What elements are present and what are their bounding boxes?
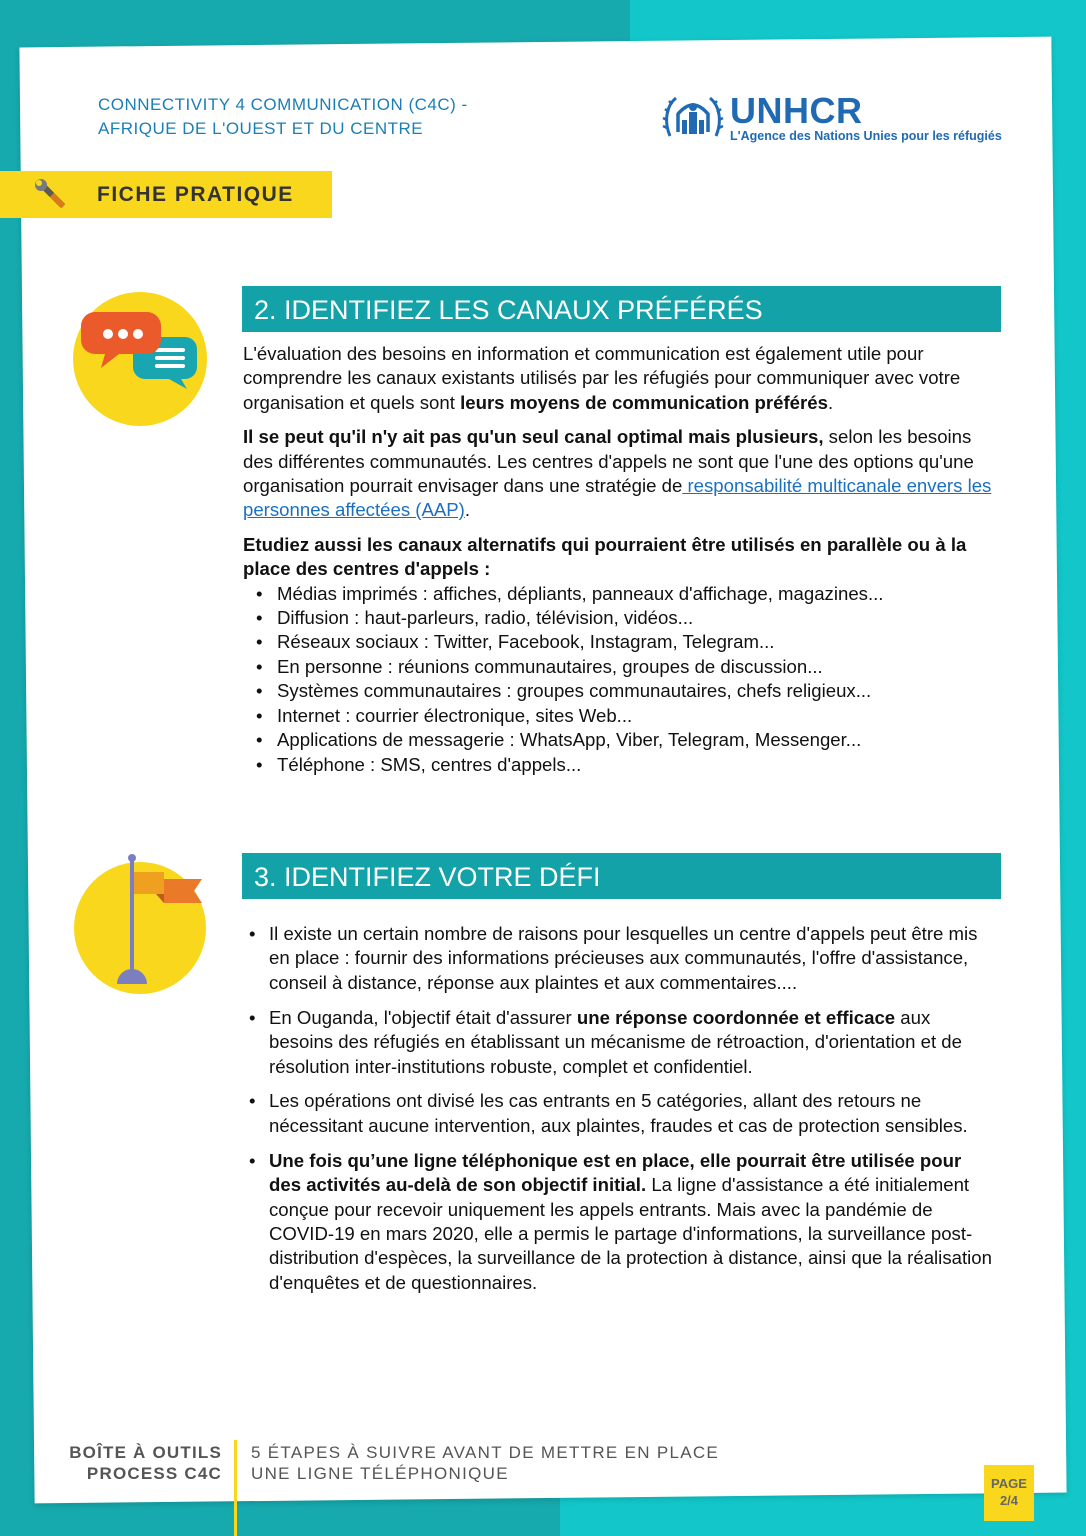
section-2-title: 2. IDENTIFIEZ LES CANAUX PRÉFÉRÉS xyxy=(242,286,1001,332)
footer-document-title xyxy=(251,1442,719,1484)
channels-list xyxy=(243,582,993,777)
section-2-paragraph-3 xyxy=(243,533,993,582)
page-label: PAGE xyxy=(991,1476,1027,1491)
logo-wordmark: UNHCR xyxy=(730,90,863,131)
page-number: 2/4 xyxy=(999,1493,1019,1508)
list-item-text: Il existe un certain nombre de raisons pour lesquelles un centre d'appels peut être mis en place : fournir des informations précieuses aux communautés, l'offre d'assistance, conseil à distance, réponse aux plaintes et aux commentaires.... xyxy=(269,923,978,993)
section-2-paragraph-1 xyxy=(243,342,993,415)
logo-subtitle: L'Agence des Nations Unies pour les réfugiés xyxy=(730,129,1002,143)
list-item: • Diffusion : haut-parleurs, radio, télévision, vidéos... xyxy=(243,606,993,630)
footer-left-line1: BOÎTE À OUTILS xyxy=(69,1443,222,1462)
footer-left-line2: PROCESS C4C xyxy=(86,1464,222,1483)
fiche-pratique-label: FICHE PRATIQUE xyxy=(97,183,294,206)
list-item: • Médias imprimés : affiches, dépliants, panneaux d'affichage, magazines... xyxy=(243,582,993,606)
list-item: • Téléphone : SMS, centres d'appels... xyxy=(243,753,993,777)
paragraph-text: selon les besoins des différentes communautés. Les centres d'appels ne sont que l'une des options qu'une organisation pourrait envisager dans une stratégie de xyxy=(243,426,974,497)
paragraph-emphasis: leurs moyens de communication préférés xyxy=(460,391,828,413)
footer-right-line2: UNE LIGNE TÉLÉPHONIQUE xyxy=(251,1464,509,1483)
header-title-line1: CONNECTIVITY 4 COMMUNICATION (C4C) - xyxy=(98,95,468,114)
paragraph-text: L'évaluation des besoins en information et communication est également utile pour comprendre les canaux existants utilisés par les réfugiés pour communiquer avec votre organisation et quels sont xyxy=(243,343,961,413)
footer-divider xyxy=(234,1440,237,1536)
page-number-badge xyxy=(984,1465,1034,1521)
section-3-title: 3. IDENTIFIEZ VOTRE DÉFI xyxy=(242,853,1001,899)
footer-right-line1: 5 ÉTAPES À SUIVRE AVANT DE METTRE EN PLACE xyxy=(251,1443,720,1462)
list-item: • Internet : courrier électronique, sites Web... xyxy=(243,704,993,728)
chat-bubbles-icon xyxy=(73,292,207,426)
list-item-text: La ligne d'assistance a été initialement conçue pour recevoir uniquement les appels entrants. Mais avec la pandémie de COVID-19 en mars 2020, elle a permis le partage d'informations, la surveillance post-distribution d'espèces, la surveillance de la protection à distance, ainsi que la réalisation d'enquêtes et de questionnaires. xyxy=(269,1174,992,1293)
list-item xyxy=(243,1006,993,1079)
header-title xyxy=(98,93,468,141)
section-2-body xyxy=(243,342,993,777)
list-item: • Systèmes communautaires : groupes communautaires, chefs religieux... xyxy=(243,679,993,703)
unhcr-logo xyxy=(662,92,1002,144)
fiche-pratique-banner xyxy=(0,171,332,218)
challenge-list xyxy=(243,922,993,1295)
section-2-paragraph-2 xyxy=(243,425,993,523)
list-item: • En personne : réunions communautaires, groupes de discussion... xyxy=(243,655,993,679)
section-3-body xyxy=(243,922,993,1306)
list-item xyxy=(243,1149,993,1295)
aap-link[interactable]: responsabilité multicanale envers les personnes affectées (AAP) xyxy=(243,475,992,521)
list-item-emphasis: une réponse coordonnée et efficace xyxy=(576,1006,896,1028)
header-title-line2: AFRIQUE DE L'OUEST ET DU CENTRE xyxy=(98,119,424,138)
paragraph-text: . xyxy=(464,499,471,521)
list-item-text: aux besoins des réfugiés en établissant un mécanisme de rétroaction, d'orientation et de résolution inter-institutions robuste, complet et confidentiel. xyxy=(269,1006,962,1077)
paragraph-emphasis: Il se peut qu'il n'y ait pas qu'un seul canal optimal mais plusieurs, xyxy=(243,426,824,448)
list-item xyxy=(243,1089,993,1138)
list-item-text: En Ouganda, l'objectif était d'assurer xyxy=(269,1006,577,1028)
paragraph-text: . xyxy=(827,391,834,413)
list-item-emphasis: Une fois qu’une ligne téléphonique est en place, elle pourrait être utilisée pour des activités au-delà de son objectif initial. xyxy=(269,1149,962,1196)
list-item-text: Les opérations ont divisé les cas entrants en 5 catégories, allant des retours ne nécessitant aucune intervention, aux plaintes, fraudes et cas de protection sensibles. xyxy=(269,1090,968,1136)
unhcr-emblem-icon xyxy=(662,92,724,144)
paragraph-emphasis: Etudiez aussi les canaux alternatifs qui pourraient être utilisés en parallèle ou à la place des centres d'appels : xyxy=(243,533,967,580)
flag-icon xyxy=(73,852,207,994)
tools-icon xyxy=(33,177,71,213)
list-item: • Applications de messagerie : WhatsApp, Viber, Telegram, Messenger... xyxy=(243,728,993,752)
footer-toolbox-label xyxy=(60,1442,222,1484)
list-item xyxy=(243,922,993,995)
list-item: • Réseaux sociaux : Twitter, Facebook, Instagram, Telegram... xyxy=(243,630,993,654)
